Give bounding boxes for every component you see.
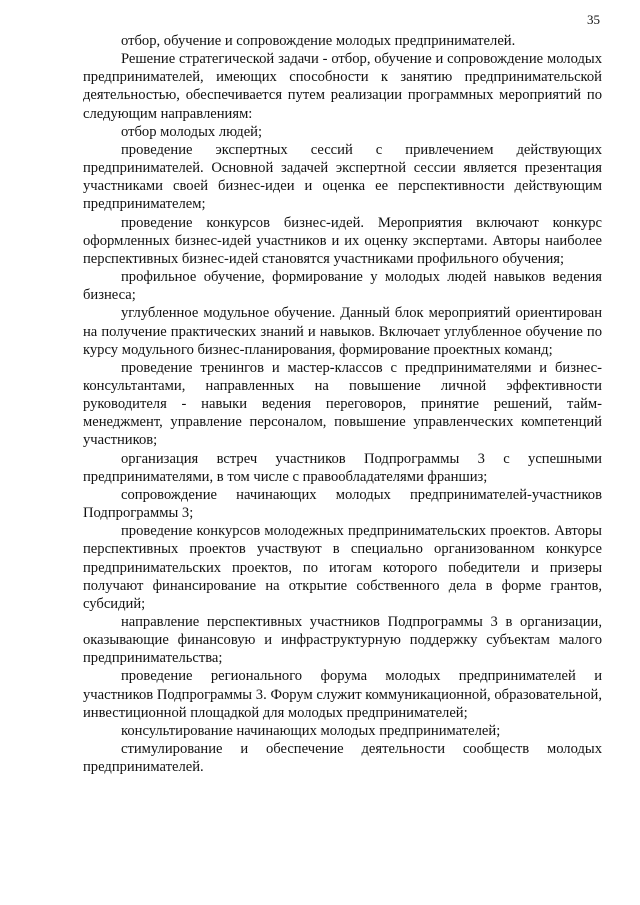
paragraph: проведение регионального форума молодых предпринимателей и участников Подпрограммы 3. Форум служит коммуникационной, образовательной, инвестиционной площадкой для молодых предпринимателей; [83, 668, 602, 721]
paragraph: направление перспективных участников Подпрограммы 3 в организации, оказывающие финансовую и инфраструктурную поддержку субъектам малого предпринимательства; [83, 614, 602, 667]
paragraph: проведение конкурсов бизнес-идей. Мероприятия включают конкурс оформленных бизнес-идей участников и их оценку экспертами. Авторы наиболее перспективных бизнес-идей становятся участниками профильного обучения; [83, 214, 602, 267]
paragraph: Решение стратегической задачи - отбор, обучение и сопровождение молодых предпринимателей, имеющих способности к занятию предпринимательской деятельностью, обеспечивается путем реализации программных мероприятий по следующим направлениям: [83, 51, 602, 122]
page-number: 35 [587, 12, 600, 27]
paragraph: стимулирование и обеспечение деятельности сообществ молодых предпринимателей. [83, 741, 602, 776]
paragraph: организация встреч участников Подпрограммы 3 с успешными предпринимателями, в том числе с правообладателями франшиз; [83, 450, 602, 485]
paragraph: отбор молодых людей; [121, 123, 263, 140]
paragraph: углубленное модульное обучение. Данный блок мероприятий ориентирован на получение практических знаний и навыков. Включает углубленное обучение по курсу модульного бизнес-планирования, формирование проектных команд; [83, 305, 602, 358]
document-body [83, 32, 602, 776]
paragraph: консультирование начинающих молодых предпринимателей; [121, 722, 501, 739]
paragraph: проведение экспертных сессий с привлечением действующих предпринимателей. Основной задачей экспертной сессии является презентация участниками своей бизнес-идеи и оценка ее перспективности действующим предпринимателем; [83, 141, 602, 213]
paragraph: профильное обучение, формирование у молодых людей навыков ведения бизнеса; [83, 269, 602, 304]
paragraph: проведение тренингов и мастер-классов с предпринимателями и бизнес-консультантами, направленных на повышение личной эффективности руководителя - навыки ведения переговоров, принятие решений, тайм-менеджмент, управление персоналом, повышение управленческих компетенций участников; [83, 359, 602, 449]
paragraph: сопровождение начинающих молодых предпринимателей-участников Подпрограммы 3; [83, 486, 602, 522]
paragraph: отбор, обучение и сопровождение молодых предпринимателей. [121, 33, 516, 49]
paragraph: проведение конкурсов молодежных предпринимательских проектов. Авторы перспективных проектов участвуют в специально организованном конкурсе предпринимательских проектов, по итогам которого победители и призеры получают финансирование на открытие собственного дела в форме грантов, субсидий; [83, 523, 602, 612]
